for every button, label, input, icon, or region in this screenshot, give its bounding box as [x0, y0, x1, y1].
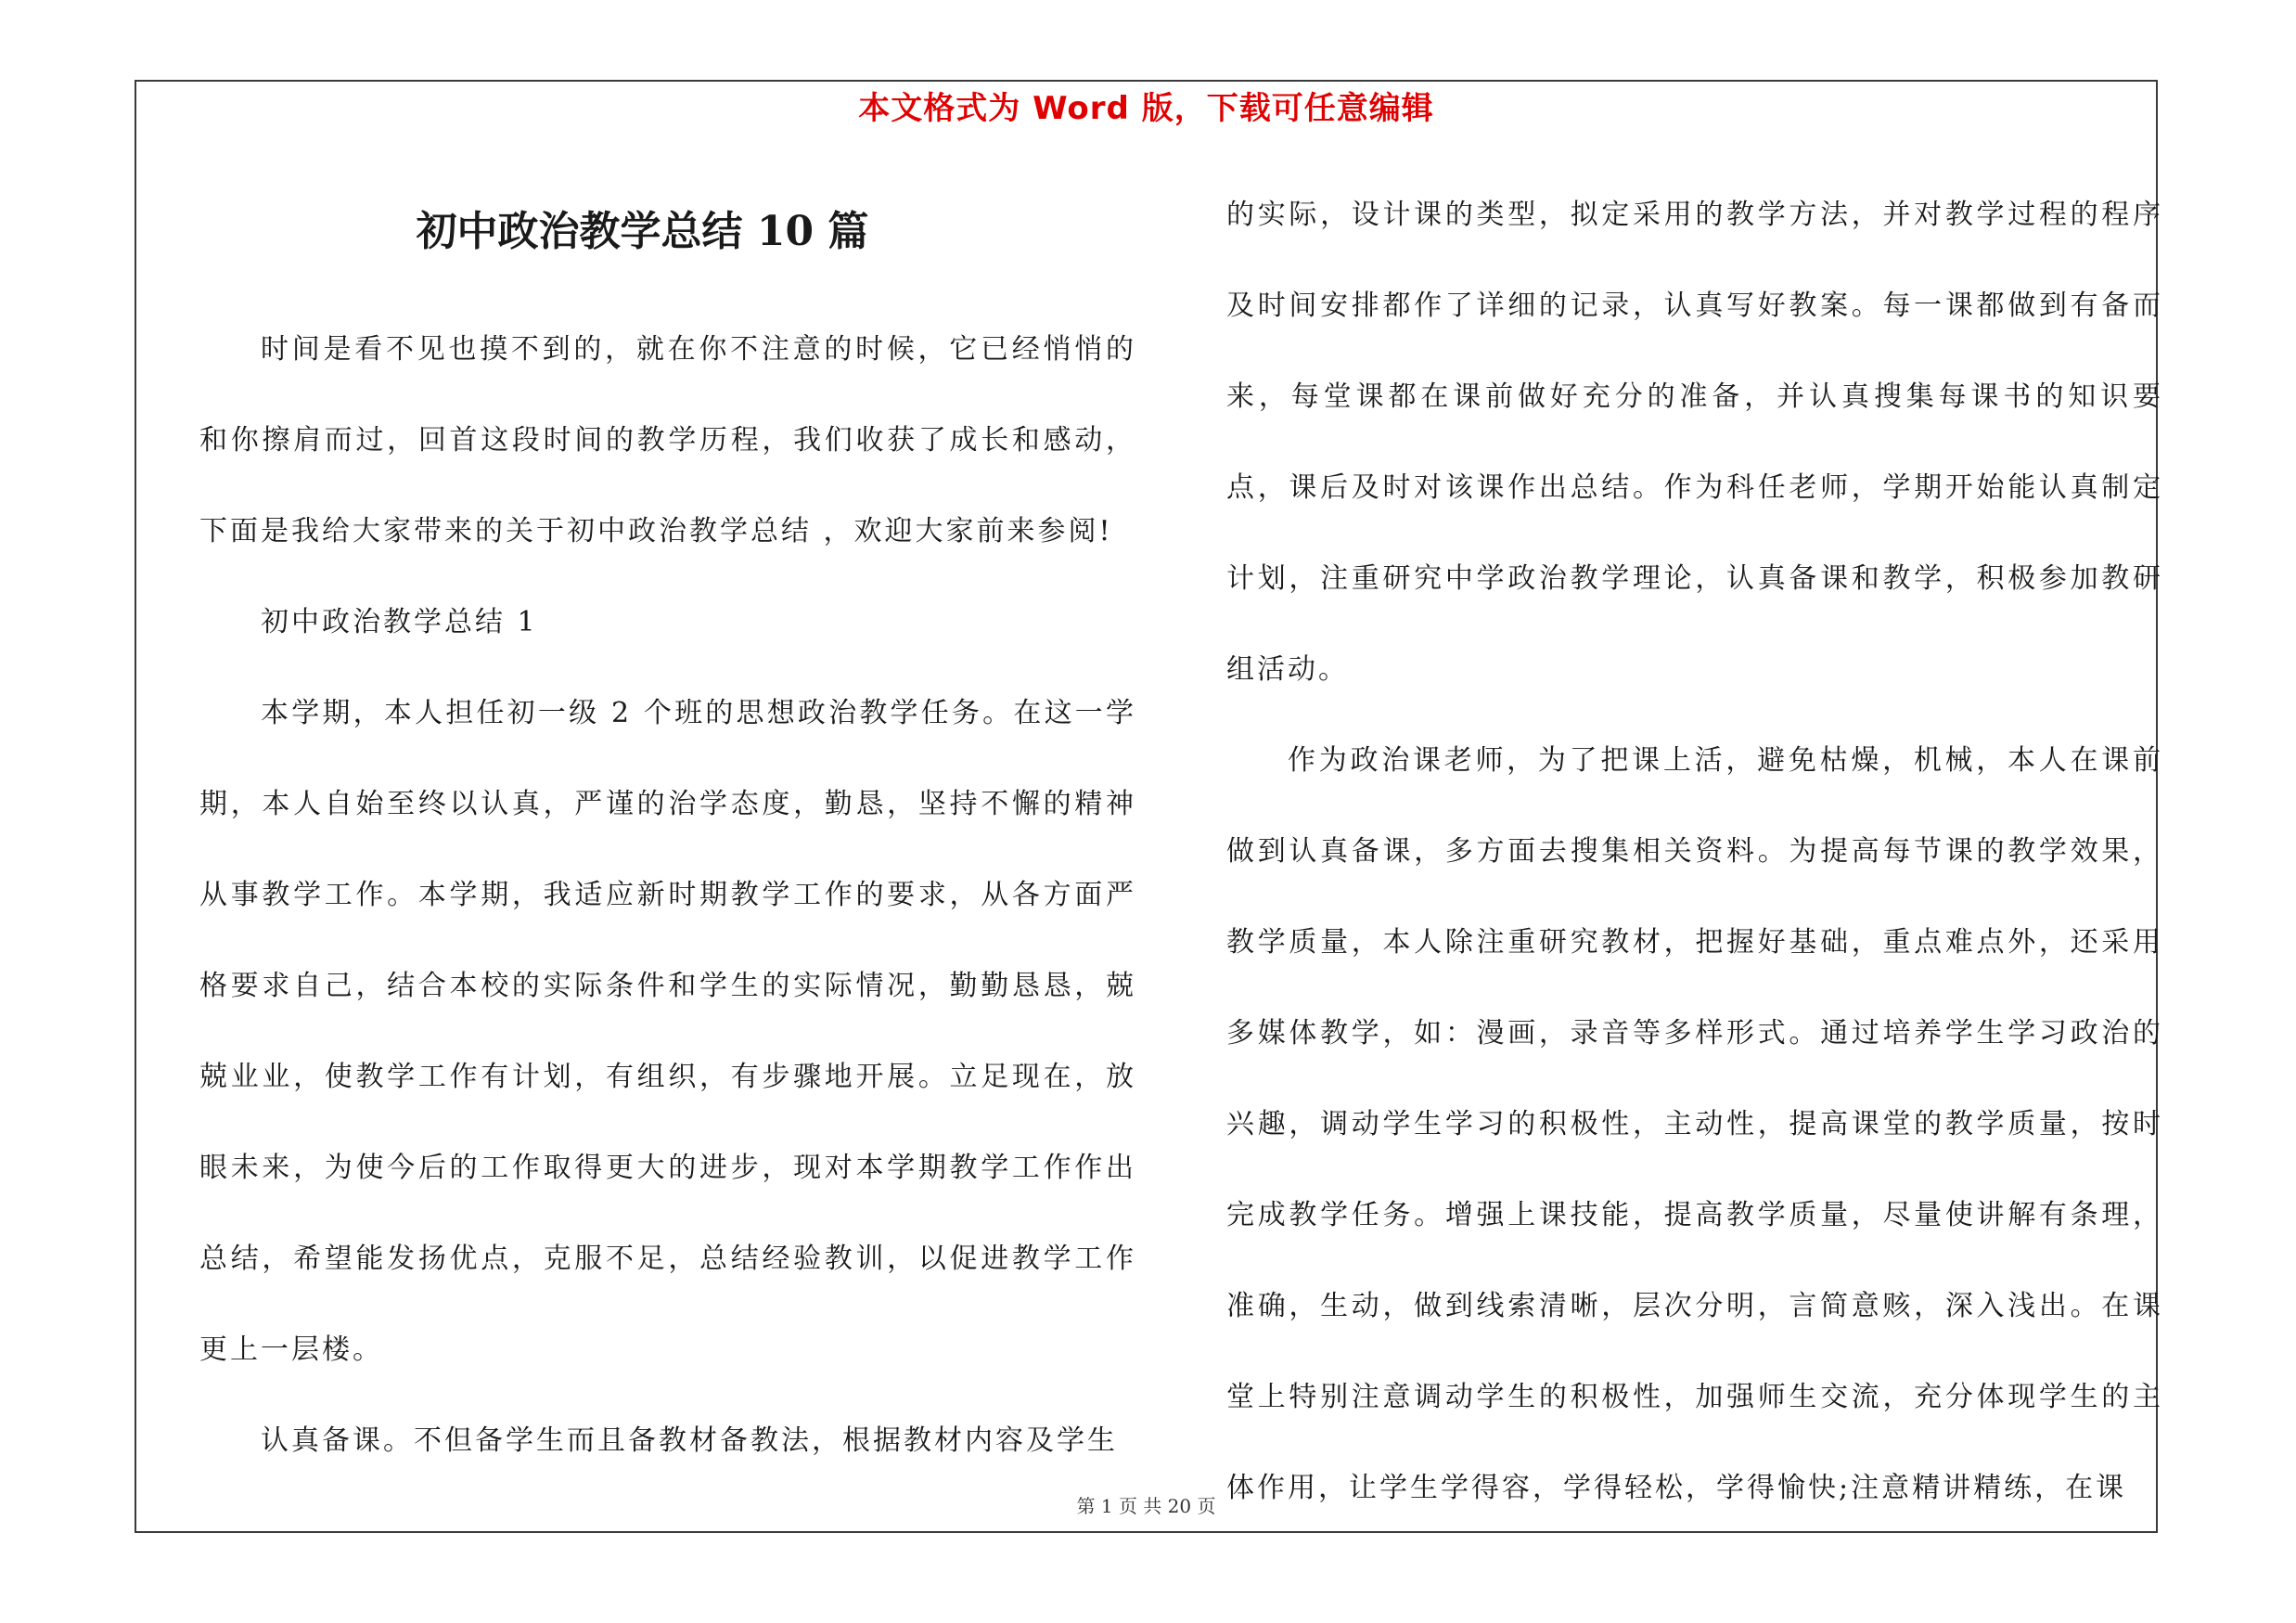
page-number: 第 1 页 共 20 页	[1076, 1495, 1216, 1517]
paragraph: 时间是看不见也摸不到的，就在你不注意的时候，它已经悄悄的和你擦肩而过，回首这段时间的教学历程，我们收获了成长和感动，下面是我给大家带来的关于初中政治教学总结 ，欢迎大家前来参阅!	[199, 333, 1136, 547]
document-title: 初中政治教学总结 10 篇	[416, 208, 869, 255]
paragraph: 作为政治课老师，为了把课上活，避免枯燥，机械，本人在课前做到认真备课，多方面去搜集相关资料。为提高每节课的教学效果，教学质量，本人除注重研究教材，把握好基础，重点难点外，还采用多媒体教学，如：漫画，录音等多样形式。通过培养学生学习政治的兴趣，调动学生学习的积极性，主动性，提高课堂的教学质量，按时完成教学任务。增强上课技能，提高教学质量，尽量使讲解有条理，准确，生动，做到线索清晰，层次分明，言简意赅，深入浅出。在课堂上特别注意调动学生的积极性，加强师生交流，充分体现学生的主体作用，让学生学得容，学得轻松，学得愉快;注意精讲精练，在课	[1226, 744, 2163, 1504]
right-column	[1226, 176, 2163, 1534]
left-column	[199, 176, 1136, 1487]
paragraph: 本学期，本人担任初一级 2 个班的思想政治教学任务。在这一学期，本人自始至终以认真，严谨的治学态度，勤恳，坚持不懈的精神从事教学工作。本学期，我适应新时期教学工作的要求，从各方面严格要求自己，结合本校的实际条件和学生的实际情况，勤勤恳恳，兢兢业业，使教学工作有计划，有组织，有步骤地开展。立足现在，放眼未来，为使今后的工作取得更大的进步，现对本学期教学工作作出总结，希望能发扬优点，克服不足，总结经验教训，以促进教学工作更上一层楼。	[199, 697, 1136, 1366]
paragraph: 的实际，设计课的类型，拟定采用的教学方法，并对教学过程的程序及时间安排都作了详细的记录，认真写好教案。每一课都做到有备而来，每堂课都在课前做好充分的准备，并认真搜集每课书的知识要点，课后及时对该课作出总结。作为科任老师，学期开始能认真制定计划，注重研究中学政治教学理论，认真备课和教学，积极参加教研组活动。	[1226, 199, 2163, 686]
paragraph: 认真备课。不但备学生而且备教材备教法，根据教材内容及学生	[261, 1424, 1118, 1457]
format-banner: 本文格式为 Word 版，下载可任意编辑	[858, 90, 1434, 127]
section-heading: 初中政治教学总结 1	[261, 606, 538, 638]
